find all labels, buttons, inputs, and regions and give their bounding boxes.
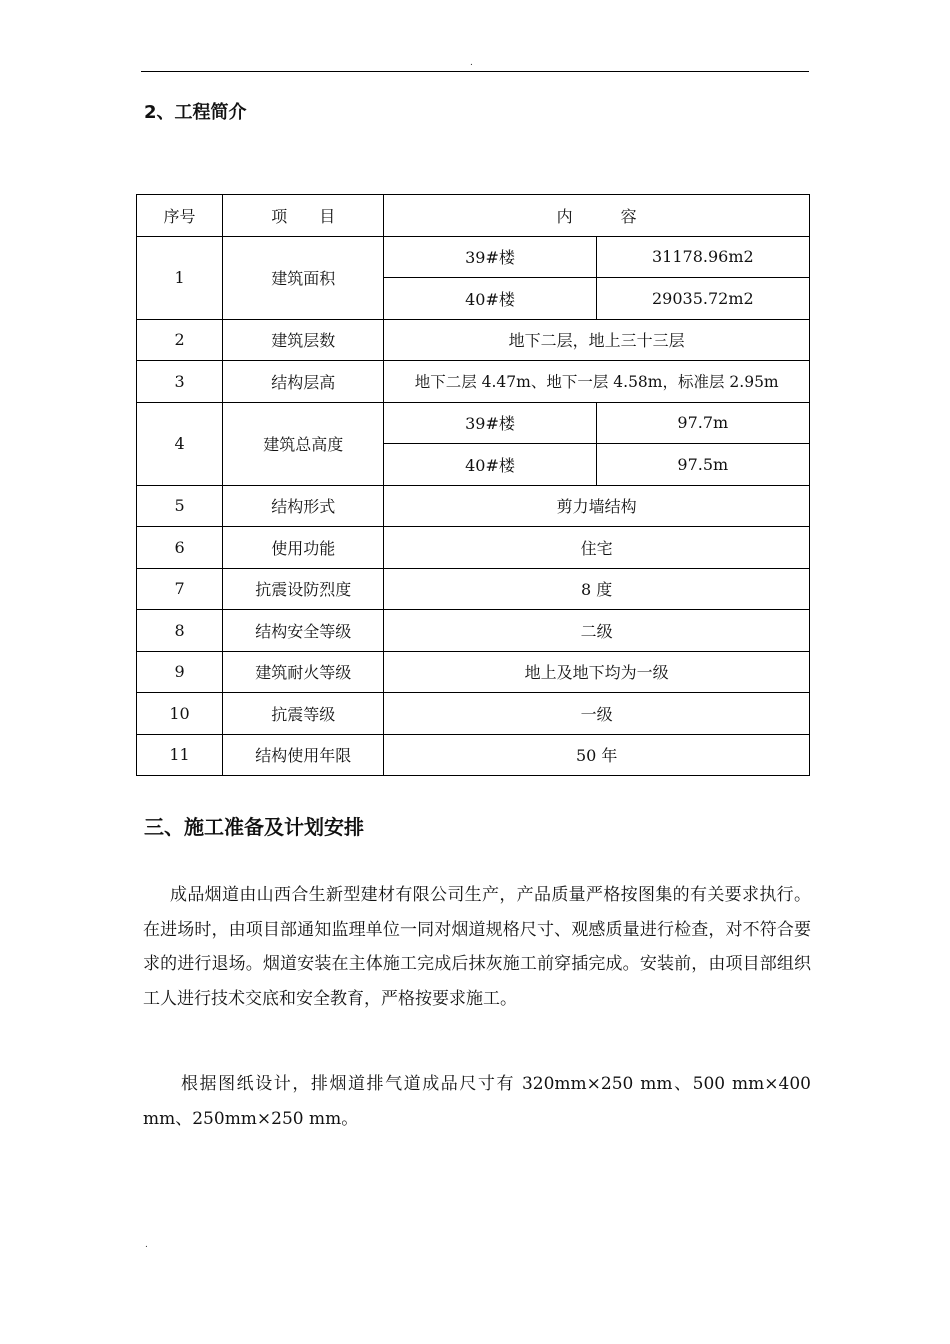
cell-value: 97.5m — [596, 444, 809, 486]
cell-item: 建筑层数 — [223, 319, 384, 361]
cell-item: 结构使用年限 — [223, 734, 384, 776]
table-row — [137, 610, 810, 652]
cell-item: 抗震等级 — [223, 693, 384, 735]
header-cell-content: 内 容 — [384, 195, 810, 237]
cell-content: 8 度 — [384, 568, 810, 610]
header-mark: . — [470, 58, 473, 68]
cell-item: 建筑面积 — [223, 236, 384, 319]
cell-no: 3 — [137, 361, 223, 403]
cell-value: 97.7m — [596, 402, 809, 444]
cell-no: 7 — [137, 568, 223, 610]
cell-no: 8 — [137, 610, 223, 652]
cell-no: 2 — [137, 319, 223, 361]
cell-no: 10 — [137, 693, 223, 735]
cell-item: 抗震设防烈度 — [223, 568, 384, 610]
cell-content: 剪力墙结构 — [384, 485, 810, 527]
cell-building: 39#楼 — [384, 236, 596, 278]
cell-no: 4 — [137, 402, 223, 485]
table-row — [137, 236, 810, 278]
table-row — [137, 527, 810, 569]
cell-item: 结构层高 — [223, 361, 384, 403]
project-overview-table — [136, 194, 810, 776]
cell-item: 结构形式 — [223, 485, 384, 527]
cell-item: 建筑总高度 — [223, 402, 384, 485]
header-cell-no: 序号 — [137, 195, 223, 237]
table-row — [137, 693, 810, 735]
cell-item: 使用功能 — [223, 527, 384, 569]
cell-building: 39#楼 — [384, 402, 596, 444]
table-row — [137, 402, 810, 444]
cell-value: 31178.96m2 — [596, 236, 809, 278]
cell-no: 5 — [137, 485, 223, 527]
footer-mark: . — [145, 1240, 148, 1250]
header-rule — [141, 71, 809, 72]
cell-no: 6 — [137, 527, 223, 569]
table-row — [137, 568, 810, 610]
cell-content: 地下二层 4.47m、地下一层 4.58m，标准层 2.95m — [384, 361, 810, 403]
cell-no: 11 — [137, 734, 223, 776]
table-header-row — [137, 195, 810, 237]
cell-content: 50 年 — [384, 734, 810, 776]
cell-no: 1 — [137, 236, 223, 319]
header-cell-item: 项 目 — [223, 195, 384, 237]
cell-content: 二级 — [384, 610, 810, 652]
cell-building: 40#楼 — [384, 444, 596, 486]
body-paragraph: 成品烟道由山西合生新型建材有限公司生产，产品质量严格按图集的有关要求执行。在进场时，由项目部通知监理单位一同对烟道规格尺寸、观感质量进行检查，对不符合要求的进行退场。烟道安装在主体施工完成后抹灰施工前穿插完成。安装前，由项目部组织工人进行技术交底和安全教育，严格按要求施工。 — [143, 885, 811, 1009]
cell-content: 一级 — [384, 693, 810, 735]
table-row — [137, 485, 810, 527]
cell-item: 结构安全等级 — [223, 610, 384, 652]
cell-content: 地上及地下均为一级 — [384, 651, 810, 693]
cell-value: 29035.72m2 — [596, 278, 809, 320]
cell-building: 40#楼 — [384, 278, 596, 320]
table-row — [137, 361, 810, 403]
body-paragraph: 根据图纸设计，排烟道排气道成品尺寸有 320mm×250 mm、500 mm×400 mm、250mm×250 mm。 — [143, 1074, 811, 1129]
cell-item: 建筑耐火等级 — [223, 651, 384, 693]
table-row — [137, 319, 810, 361]
table-row — [137, 651, 810, 693]
section-3-title: 三、施工准备及计划安排 — [144, 815, 364, 839]
cell-content: 地下二层，地上三十三层 — [384, 319, 810, 361]
cell-no: 9 — [137, 651, 223, 693]
section-2-title: 2、工程简介 — [144, 102, 247, 123]
table-row — [137, 734, 810, 776]
cell-content: 住宅 — [384, 527, 810, 569]
